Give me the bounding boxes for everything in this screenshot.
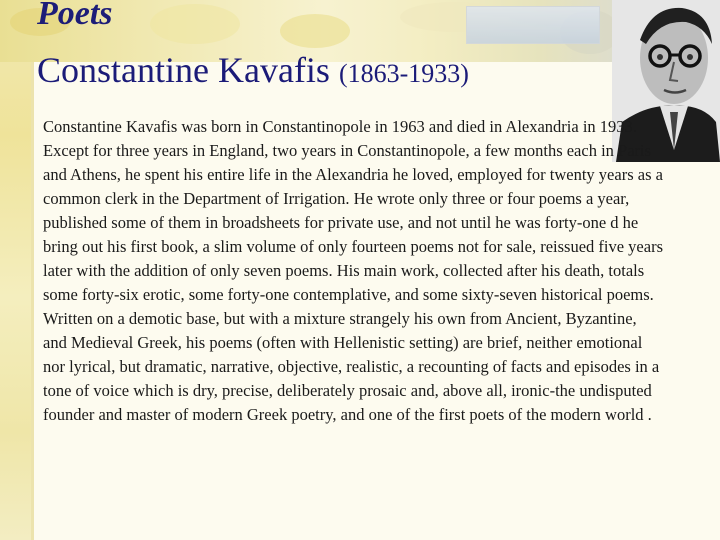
title-name: Constantine Kavafis bbox=[37, 50, 330, 90]
title-years: (1863-1933) bbox=[338, 59, 469, 88]
biography-paragraph: Constantine Kavafis was born in Constantinopole in 1963 and died in Alexandria in 1933. Except for three years in England, two years in Constantinopole, a few months each in Paris and Athens, he spent his entire life in the Alexandria he loved, employed for twenty years as a common clerk in the Department of Irrigation. He wrote only three or four poems a year, published some of them in broadsheets for private use, and not until he was forty-one d he bring out his first book, a slim volume of only fourteen poems not for sale, reissued five years later with the addition of only seven poems. His main work, collected after his death, totals some forty-six erotic, some forty-one contemplative, and some sixty-seven historical poems. Written on a demotic base, but with a mixture strangely his own from Ancient, Byzantine, and Medieval Greek, his poems (often with Hellenistic setting) are brief, neither emotional nor lyrical, but dramatic, narrative, objective, realistic, a recounting of facts and episodes in a tone of voice which is dry, precise, deliberately prosaic and, above all, ironic-the undisputed founder and master of modern Greek poetry, and one of the first poets of the modern world . bbox=[43, 117, 663, 424]
banner-texture bbox=[280, 14, 350, 48]
page-title bbox=[37, 52, 469, 88]
left-decorative-strip bbox=[0, 0, 34, 540]
banner-sky-image bbox=[466, 6, 600, 44]
section-label: Poets bbox=[37, 0, 113, 32]
banner-texture bbox=[150, 4, 240, 44]
